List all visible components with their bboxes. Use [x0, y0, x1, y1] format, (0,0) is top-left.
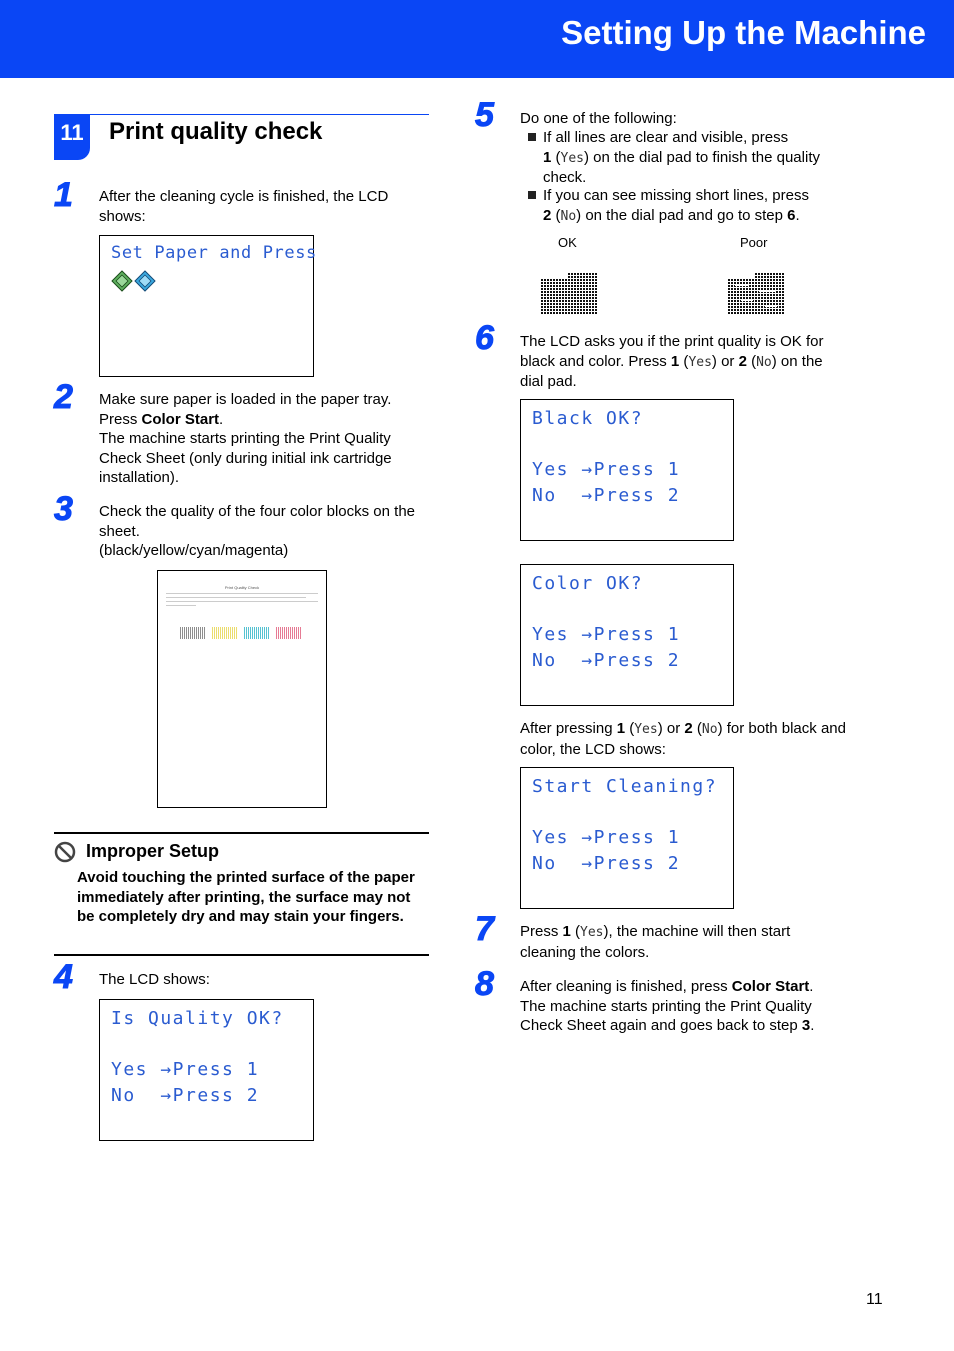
section-title: Print quality check	[109, 118, 323, 145]
step-number-6: 6	[475, 319, 494, 357]
text: If all lines are clear and visible, press	[543, 129, 789, 146]
bold-text: 2	[684, 720, 693, 737]
step-2-text	[99, 390, 424, 488]
bold-text: 1	[543, 148, 552, 166]
text: .	[219, 410, 224, 428]
bullet	[528, 133, 536, 141]
text: ), the machine will then start cleaning the colors.	[520, 923, 791, 961]
lcd-line: No →Press 2	[532, 853, 681, 874]
mono-text: Yes	[634, 722, 658, 737]
step-2-line3: The machine starts printing the Print Quality Check Sheet (only during initial ink cartridge installation).	[99, 430, 392, 486]
text: ) on the dial pad.	[520, 352, 823, 390]
lcd-line: Set Paper and Press	[111, 243, 317, 263]
text: Press	[99, 410, 142, 428]
text: (black/yellow/cyan/magenta)	[99, 542, 289, 559]
bold-text: Color Start	[141, 410, 220, 428]
page-title: Setting Up the Machine	[561, 14, 926, 51]
step-number-3: 3	[54, 490, 73, 528]
text: ) for both black and color, the LCD shows:	[520, 720, 846, 758]
text: .	[810, 1017, 815, 1034]
section-rule	[54, 114, 429, 115]
lcd-cleaning	[520, 767, 734, 909]
lcd-line: Yes →Press 1	[532, 624, 681, 645]
text: The LCD asks you if the print quality is OK for black and color. Press	[520, 333, 824, 370]
text: .	[809, 978, 814, 995]
bold-text: 3	[801, 1017, 811, 1034]
sheet-text-line	[166, 605, 196, 606]
bold-text: Color Start	[731, 978, 810, 995]
quality-check-sheet	[157, 570, 327, 808]
text: ) on the dial pad to finish the quality check.	[543, 148, 820, 186]
lcd-line: No →Press 2	[111, 1085, 260, 1106]
step-2-line1: Make sure paper is loaded in the paper tray.	[99, 391, 392, 408]
bold-text: 1	[670, 352, 680, 370]
step-5-intro: Do one of the following:	[520, 110, 677, 127]
ok-label: OK	[558, 235, 577, 250]
cyan-block	[244, 627, 270, 639]
lcd-line: Yes →Press 1	[532, 827, 681, 848]
mono-text: No	[560, 208, 577, 224]
step-8-text	[520, 977, 850, 1036]
text: If you can see missing short lines, press	[543, 187, 809, 204]
text: After pressing	[520, 720, 617, 737]
lcd-line: No →Press 2	[532, 650, 681, 671]
poor-pattern	[725, 270, 787, 316]
lcd-line: Yes →Press 1	[111, 1059, 260, 1080]
step-6-text: The LCD asks you if the print quality is OK for black and color. Press 1 (Yes) or 2 (No) on the dial pad.	[520, 333, 824, 390]
yellow-block	[212, 627, 238, 639]
step-number-2: 2	[54, 378, 73, 416]
step-number-5: 5	[475, 96, 494, 134]
mono-text: Yes	[560, 150, 584, 166]
lcd-quality	[99, 999, 314, 1141]
mono-text: No	[756, 354, 772, 370]
step-6-after-text: After pressing 1 (Yes) or 2 (No) for both black and color, the LCD shows:	[520, 720, 846, 758]
text: Press	[520, 923, 563, 940]
step-number-7: 7	[475, 910, 494, 948]
warning-body: Avoid touching the printed surface of the paper immediately after printing, the surface may not be completely dry and may stain your fingers.	[77, 869, 415, 925]
black-block	[180, 627, 206, 639]
sheet-text-line	[166, 601, 318, 602]
section-number: 11	[54, 114, 90, 160]
bold-text: 2	[543, 206, 552, 224]
warning-title: Improper Setup	[86, 841, 220, 861]
warning-top-rule	[54, 832, 429, 834]
text: ) or	[657, 720, 685, 737]
step-4-text: The LCD shows:	[99, 971, 210, 988]
text: Check the quality of the four color blocks on the sheet.	[99, 503, 416, 540]
step-1-text: After the cleaning cycle is finished, the LCD shows:	[99, 188, 389, 225]
magenta-block	[276, 627, 302, 639]
lcd-line: No →Press 2	[532, 485, 681, 506]
lcd-line: Black OK?	[532, 408, 644, 429]
lcd-set-paper	[99, 235, 317, 377]
step-5-bullet-2: If you can see missing short lines, press 2 (No) on the dial pad and go to step 6.	[543, 187, 809, 224]
mono-text: No	[701, 722, 718, 737]
lcd-line: Color OK?	[532, 573, 644, 594]
page-number: 11	[866, 1291, 883, 1308]
step-7-text: Press 1 (Yes), the machine will then start cleaning the colors.	[520, 923, 791, 961]
step-number-4: 4	[54, 958, 73, 996]
mono-text: Yes	[580, 925, 604, 940]
sheet-text-line	[166, 593, 318, 594]
step-3-text	[99, 502, 429, 561]
bold-text: 1	[616, 720, 626, 737]
text: .	[795, 206, 800, 224]
step-number-8: 8	[475, 965, 494, 1003]
sheet-text-line	[166, 597, 306, 598]
lcd-color	[520, 564, 734, 706]
bold-text: 1	[562, 923, 571, 940]
bold-text: 6	[787, 206, 796, 224]
bold-text: 2	[738, 352, 747, 370]
step-5-bullet-1: If all lines are clear and visible, press 1 (Yes) on the dial pad to finish the quality check.	[543, 129, 820, 186]
color-start-icon	[111, 270, 157, 292]
mono-text: Yes	[688, 354, 712, 370]
step-number-1: 1	[54, 176, 73, 214]
text: After cleaning is finished, press	[520, 978, 732, 995]
warning-bottom-rule	[54, 954, 429, 956]
poor-label: Poor	[740, 235, 768, 250]
sheet-title: Print Quality Check	[224, 585, 260, 590]
text: The machine starts printing the Print Quality Check Sheet again and goes back to step	[520, 997, 812, 1034]
lcd-line: Yes →Press 1	[532, 459, 681, 480]
step-2-line2	[99, 410, 424, 430]
page-header	[0, 0, 954, 78]
prohibited-icon	[54, 841, 76, 863]
lcd-line: Is Quality OK?	[111, 1008, 284, 1029]
text: ) on the dial pad and go to step	[576, 206, 788, 224]
lcd-black	[520, 399, 734, 541]
bullet	[528, 191, 536, 199]
text: ) or	[711, 352, 739, 370]
ok-pattern	[538, 270, 600, 316]
lcd-line: Start Cleaning?	[532, 776, 718, 797]
